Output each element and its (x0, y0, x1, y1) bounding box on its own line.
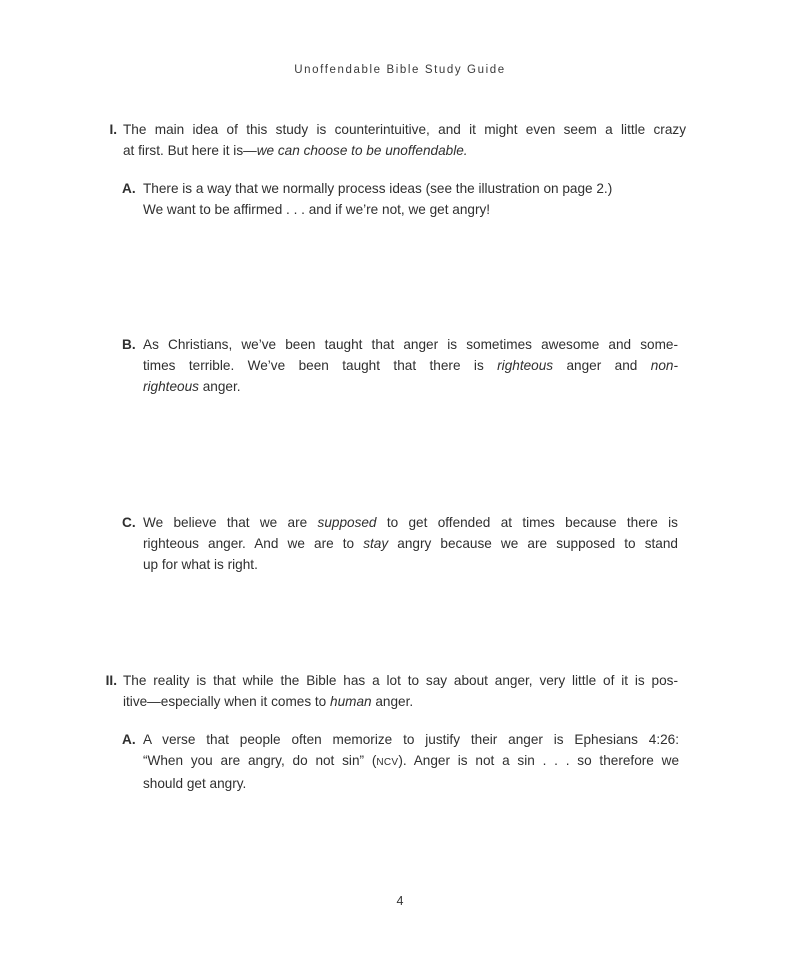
emphasis-text: stay (363, 536, 389, 551)
text-line: The main idea of this study is counterintuitive, and it might even seem a little crazy (123, 122, 686, 137)
text-line (143, 355, 678, 376)
text-segment: anger. (371, 694, 414, 709)
section-text (123, 670, 678, 712)
text-segment: ). Anger is not a sin . . . so therefore we (398, 753, 680, 768)
item-text (143, 512, 678, 575)
emphasis-text: righteous (143, 379, 199, 394)
text-line (123, 140, 686, 161)
page-number: 4 (396, 894, 404, 908)
running-header: Unoffendable Bible Study Guide (294, 64, 506, 76)
emphasis-text: supposed (317, 515, 377, 530)
text-line (143, 512, 678, 533)
text-line: As Christians, we’ve been taught that anger is sometimes awesome and some- (143, 337, 678, 352)
text-line (143, 750, 679, 773)
text-segment: anger. (198, 379, 241, 394)
emphasis-text: non- (650, 358, 678, 373)
text-segment: at first. But here it is— (123, 143, 257, 158)
item-letter: B. (122, 337, 136, 352)
text-segment: times terrible. We’ve been taught that there is (143, 358, 498, 373)
item-letter: A. (122, 181, 136, 196)
text-segment: righteous anger. And we are to (143, 536, 364, 551)
text-segment: itive—especially when it comes to (123, 694, 331, 709)
emphasis-text: human (330, 694, 372, 709)
item-text (143, 729, 679, 794)
text-segment: angry because we are supposed to stand (388, 536, 678, 551)
text-segment: We believe that we are (143, 515, 318, 530)
text-line: There is a way that we normally process ideas (see the illustration on page 2.) (143, 181, 613, 196)
text-line: A verse that people often memorize to justify their anger is Ephesians 4:26: (143, 732, 679, 747)
section-numeral: II. (105, 673, 117, 688)
item-text (143, 334, 678, 397)
text-segment: anger and (553, 358, 651, 373)
text-line (143, 533, 678, 554)
item-letter: C. (122, 515, 136, 530)
text-segment: to get offended at times because there is (376, 515, 678, 530)
section-text (123, 119, 686, 161)
text-line (143, 376, 678, 397)
text-segment: “When you are angry, do not sin” ( (143, 753, 377, 768)
item-letter: A. (122, 732, 136, 747)
emphasis-text: we can choose to be unoffendable. (256, 143, 468, 158)
text-line: up for what is right. (143, 557, 258, 572)
text-line: We want to be affirmed . . . and if we’re not, we get angry! (143, 202, 491, 217)
translation-abbreviation: NCV (376, 757, 399, 768)
text-line (123, 691, 678, 712)
text-line: The reality is that while the Bible has a lot to say about anger, very little of it is pos- (123, 673, 678, 688)
item-text (143, 178, 683, 220)
emphasis-text: righteous (497, 358, 554, 373)
section-numeral: I. (109, 122, 117, 137)
text-line: should get angry. (143, 776, 247, 791)
